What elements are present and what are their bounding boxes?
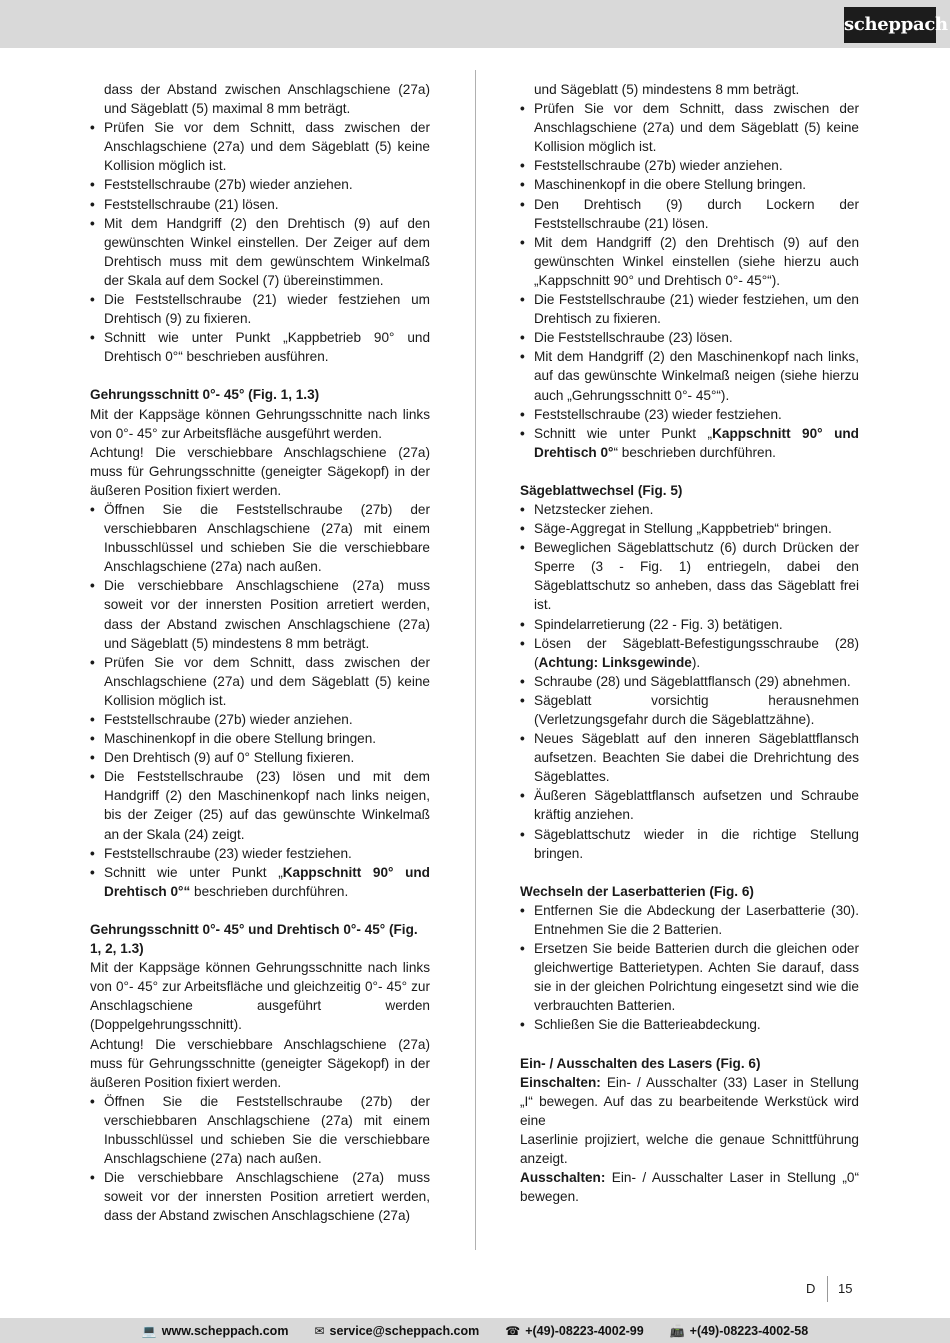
- text: Die verschiebbare Anschlagschiene (27a) muss soweit vor der innersten Position arretiert werden, dass der Abstand zwischen Anschlagschiene (27a) und Sägeblatt (5) mindestens 8 mm beträgt.: [104, 578, 430, 651]
- text: Mit der Kappsäge können Gehrungsschnitte nach links von 0°- 45° zur Arbeitsfläche ausgeführt werden.: [90, 406, 430, 441]
- bullet-icon: •: [90, 864, 95, 880]
- bullet-icon: •: [520, 902, 525, 918]
- section-heading: Gehrungsschnitt 0°- 45° und Drehtisch 0°- 45° (Fig. 1, 2, 1.3): [90, 921, 418, 957]
- list-item: [520, 405, 859, 424]
- list-item-continuation: [90, 80, 430, 118]
- text: Ein- / Ausschalter (33) Laser in Stellung „I“ bewegen. Auf das zu bearbeitende Werkstück wird eine: [520, 1074, 859, 1128]
- text: Feststellschraube (27b) wieder anziehen.: [534, 158, 783, 174]
- list-item: [90, 748, 430, 767]
- bullet-icon: •: [520, 616, 525, 632]
- text: Mit dem Handgriff (2) den Maschinenkopf nach links, auf das gewünschte Winkelmaß neigen (siehe hierzu auch „Gehrungsschnitt 0°- 45°“).: [534, 349, 859, 403]
- text: Ersetzen Sie beide Batterien durch die gleichen oder gleichwertige Batterietypen. Achten Sie darauf, dass sie in der gleichen Polrichtung eingesetzt sind wie die verbrauchten Batterien.: [534, 941, 859, 1014]
- bullet-icon: •: [90, 177, 95, 193]
- list-item: [520, 1015, 859, 1034]
- list-item: [520, 691, 859, 729]
- text: Spindelarretierung (22 - Fig. 3) betätigen.: [534, 616, 783, 632]
- list-item: [520, 901, 859, 939]
- text: Laserlinie projiziert, welche die genaue Schnittführung anzeigt.: [520, 1131, 859, 1166]
- contact-list: [0, 1318, 950, 1343]
- list-item: [520, 519, 859, 538]
- bullet-icon: •: [520, 826, 525, 842]
- bullet-icon: •: [520, 101, 525, 117]
- text: Öffnen Sie die Feststellschraube (27b) der verschiebbaren Anschlagschiene (27a) mit einem Inbusschlüssel und schieben Sie die verschiebbare Anschlagschiene (27a) nach außen.: [104, 501, 430, 575]
- paragraph: [90, 405, 430, 443]
- text: Den Drehtisch (9) auf 0° Stellung fixieren.: [104, 750, 355, 766]
- bullet-icon: •: [90, 845, 95, 861]
- paragraph: [520, 1168, 859, 1206]
- text: Die verschiebbare Anschlagschiene (27a) muss soweit vor der innersten Position arretiert werden, dass der Abstand zwischen Anschlagschiene (27a): [104, 1170, 430, 1224]
- section-heading: Ein- / Ausschalten des Lasers (Fig. 6): [520, 1055, 761, 1071]
- contact-text: service@scheppach.com: [329, 1323, 480, 1338]
- list-item: [520, 939, 859, 1015]
- text: Mit dem Handgriff (2) den Drehtisch (9) auf den gewünschten Winkel einstellen. Der Zeiger auf dem Drehtisch muss mit dem gewünschtem Winkelmaß der Skala auf dem Sockel (7) übereinstimmen.: [104, 215, 430, 288]
- bullet-icon: •: [520, 234, 525, 250]
- bullet-icon: •: [520, 196, 525, 212]
- bullet-icon: •: [520, 292, 525, 308]
- text: Die Feststellschraube (21) wieder festziehen, um den Drehtisch zu fixieren.: [534, 292, 859, 327]
- text: Äußeren Sägeblattflansch aufsetzen und Schraube kräftig anziehen.: [534, 788, 859, 823]
- list-item: [520, 233, 859, 290]
- bullet-icon: •: [90, 501, 95, 517]
- text: Prüfen Sie vor dem Schnitt, dass zwischen der Anschlagschiene (27a) und dem Sägeblatt (5) keine Kollision möglich ist.: [534, 101, 859, 155]
- text: Mit der Kappsäge können Gehrungsschnitte nach links von 0°- 45° zur Arbeitsfläche und gleichzeitig 0°- 45° zur Anschlagschiene ausgeführt werden (Doppelgehrungsschnitt).: [90, 960, 430, 1033]
- bullet-icon: •: [90, 330, 95, 346]
- bold-text: Kappschnitt 90° und Drehtisch 0°: [534, 425, 859, 460]
- list-item: [520, 825, 859, 863]
- list-item: [520, 195, 859, 233]
- list-item: [90, 729, 430, 748]
- list-item: [90, 710, 430, 729]
- text: Ein- / Ausschalter Laser in Stellung „0“ bewegen.: [520, 1170, 859, 1205]
- text: Sägeblatt vorsichtig herausnehmen (Verletzungsgefahr durch die Sägeblattzähne).: [534, 692, 859, 727]
- list-item: [90, 1168, 430, 1225]
- bullet-icon: •: [520, 330, 525, 346]
- page-number: 15: [838, 1281, 853, 1296]
- computer-icon: 💻: [141, 1323, 157, 1338]
- text: dass der Abstand zwischen Anschlagschiene (27a) und Sägeblatt (5) maximal 8 mm beträgt.: [104, 82, 430, 117]
- text: Beweglichen Sägeblattschutz (6) durch Drücken der Sperre (3 - Fig. 1) entriegeln, dabei den Sägeblattschutz so anheben, dass das Sägeblatt frei ist.: [534, 540, 859, 613]
- list-item: [520, 615, 859, 634]
- list-item: [90, 175, 430, 194]
- bold-text: Kappschnitt 90° und Drehtisch 0°“: [104, 864, 430, 899]
- text: Schnitt wie unter Punkt „: [534, 425, 713, 441]
- text: Achtung! Die verschiebbare Anschlagschiene (27a) muss für Gehrungsschnitte (geneigter Sägekopf) in der äußeren Position fixiert werden.: [90, 444, 430, 498]
- text: ).: [691, 654, 701, 670]
- list-item: [90, 767, 430, 843]
- list-item: [520, 424, 859, 462]
- bullet-icon: •: [90, 196, 95, 212]
- bullet-icon: •: [520, 1017, 525, 1033]
- bold-text: Einschalten:: [520, 1074, 601, 1090]
- paragraph: [90, 443, 430, 500]
- text: Den Drehtisch (9) durch Lockern der Feststellschraube (21) lösen.: [534, 196, 859, 231]
- list-item: [90, 214, 430, 290]
- bullet-icon: •: [520, 501, 525, 517]
- left-column: [90, 80, 430, 1225]
- text: Die Feststellschraube (21) wieder festziehen um Drehtisch (9) zu fixieren.: [104, 292, 430, 327]
- paragraph: [520, 1130, 859, 1168]
- list-item: [520, 538, 859, 614]
- text: beschrieben durchführen.: [190, 883, 349, 899]
- bullet-icon: •: [520, 177, 525, 193]
- contact-text: +(49)-08223-4002-58: [689, 1323, 809, 1338]
- text: Schließen Sie die Batterieabdeckung.: [534, 1017, 761, 1033]
- bullet-icon: •: [520, 406, 525, 422]
- text: Schnitt wie unter Punkt „Kappbetrieb 90° und Drehtisch 0°“ beschrieben ausführen.: [104, 330, 430, 365]
- bullet-icon: •: [520, 731, 525, 747]
- footer-separator: [827, 1276, 828, 1302]
- brand-logo: scheppach: [844, 7, 936, 43]
- text: Die Feststellschraube (23) lösen.: [534, 330, 733, 346]
- bullet-icon: •: [520, 158, 525, 174]
- bullet-icon: •: [90, 769, 95, 785]
- contact-text: +(49)-08223-4002-99: [525, 1323, 644, 1338]
- list-item: [90, 290, 430, 328]
- text: “ beschrieben durchführen.: [613, 444, 776, 460]
- text: Schraube (28) und Sägeblattflansch (29) abnehmen.: [534, 673, 851, 689]
- bullet-icon: •: [90, 215, 95, 231]
- list-item: [520, 347, 859, 404]
- bullet-icon: •: [520, 788, 525, 804]
- bullet-icon: •: [520, 540, 525, 556]
- section-gap: [520, 1035, 859, 1054]
- list-item: [520, 290, 859, 328]
- bullet-icon: •: [90, 1170, 95, 1186]
- text: Entfernen Sie die Abdeckung der Laserbatterie (30). Entnehmen Sie die 2 Batterien.: [534, 902, 859, 937]
- list-item: [520, 328, 859, 347]
- bullet-icon: •: [520, 349, 525, 365]
- list-item: [520, 500, 859, 519]
- right-column: [520, 80, 859, 1206]
- text: Maschinenkopf in die obere Stellung bringen.: [104, 731, 377, 747]
- paragraph: [520, 1073, 859, 1130]
- paragraph: [90, 1035, 430, 1092]
- text: Achtung! Die verschiebbare Anschlagschiene (27a) muss für Gehrungsschnitte (geneigter Sägekopf) in der äußeren Position fixiert werden.: [90, 1036, 430, 1090]
- list-item: [520, 786, 859, 824]
- text: Prüfen Sie vor dem Schnitt, dass zwischen der Anschlagschiene (27a) und dem Sägeblatt (5) keine Kollision möglich ist.: [104, 654, 430, 708]
- list-item: [520, 634, 859, 672]
- mail-icon: ✉: [314, 1323, 325, 1338]
- list-item: [90, 1092, 430, 1168]
- bullet-icon: •: [90, 120, 95, 136]
- text: Netzstecker ziehen.: [534, 501, 654, 517]
- section-gap: [520, 863, 859, 882]
- list-item: [90, 653, 430, 710]
- text: Lösen der Sägeblatt-Befestigungsschraube (28) (: [534, 635, 859, 670]
- language-code: D: [806, 1281, 816, 1296]
- section-gap: [520, 462, 859, 481]
- bullet-icon: •: [520, 635, 525, 651]
- section-heading: Sägeblattwechsel (Fig. 5): [520, 482, 683, 498]
- list-item: [90, 863, 430, 901]
- list-item: [90, 500, 430, 576]
- bullet-icon: •: [90, 750, 95, 766]
- bullet-icon: •: [520, 941, 525, 957]
- text: Prüfen Sie vor dem Schnitt, dass zwischen der Anschlagschiene (27a) und dem Sägeblatt (5) keine Kollision möglich ist.: [104, 120, 430, 174]
- text: Öffnen Sie die Feststellschraube (27b) der verschiebbaren Anschlagschiene (27a) mit einem Inbusschlüssel und schieben Sie die verschiebbare Anschlagschiene (27a) nach außen.: [104, 1093, 430, 1167]
- text: Feststellschraube (27b) wieder anziehen.: [104, 177, 353, 193]
- bullet-icon: •: [520, 425, 525, 441]
- bold-text: Achtung: Linksgewinde: [538, 654, 692, 670]
- section-heading: Wechseln der Laserbatterien (Fig. 6): [520, 883, 754, 899]
- text: Maschinenkopf in die obere Stellung bringen.: [534, 177, 807, 193]
- fax-icon: 📠: [669, 1323, 685, 1338]
- list-item: [520, 175, 859, 194]
- bullet-icon: •: [520, 673, 525, 689]
- contact-item: [670, 1324, 808, 1338]
- section-gap: [90, 901, 430, 920]
- text: Mit dem Handgriff (2) den Drehtisch (9) auf den gewünschten Winkel einstellen (siehe hierzu auch „Kappschnitt 90° und Drehtisch 0°- 45°“).: [534, 234, 859, 288]
- bullet-icon: •: [90, 712, 95, 727]
- text: Feststellschraube (23) wieder festziehen.: [104, 845, 352, 861]
- bullet-icon: •: [90, 654, 95, 670]
- text: Feststellschraube (21) lösen.: [104, 196, 279, 212]
- contact-item: [505, 1324, 643, 1338]
- footer-bar: [0, 1318, 950, 1343]
- list-item: [90, 576, 430, 652]
- paragraph: [90, 958, 430, 1034]
- column-divider: [475, 70, 476, 1250]
- bullet-icon: •: [520, 521, 525, 537]
- bold-text: Ausschalten:: [520, 1170, 606, 1186]
- list-item: [90, 844, 430, 863]
- text: Schnitt wie unter Punkt „: [104, 864, 283, 880]
- text: Sägeblattschutz wieder in die richtige Stellung bringen.: [534, 826, 859, 861]
- text: Die Feststellschraube (23) lösen und mit dem Handgriff (2) den Maschinenkopf nach links neigen, bis der Zeiger (25) auf das gewünschte Winkelmaß an der Skala (24) zeigt.: [104, 769, 430, 842]
- list-item: [520, 156, 859, 175]
- list-item: [520, 99, 859, 156]
- text: Feststellschraube (23) wieder festziehen.: [534, 406, 782, 422]
- contact-item: [314, 1324, 479, 1338]
- bullet-icon: •: [90, 578, 95, 594]
- section-gap: [90, 366, 430, 385]
- contact-item: [142, 1324, 289, 1338]
- list-item: [90, 118, 430, 175]
- list-item: [90, 195, 430, 214]
- bullet-icon: •: [90, 731, 95, 747]
- contact-text: www.scheppach.com: [161, 1323, 289, 1338]
- list-item: [520, 672, 859, 691]
- phone-icon: ☎: [505, 1323, 521, 1338]
- text: Neues Sägeblatt auf den inneren Sägeblattflansch aufsetzen. Beachten Sie dabei die Drehrichtung des Sägeblattes.: [534, 731, 859, 785]
- list-item: [520, 729, 859, 786]
- header-bar: [0, 0, 950, 48]
- list-item: [90, 328, 430, 366]
- text: Feststellschraube (27b) wieder anziehen.: [104, 712, 353, 727]
- text: und Sägeblatt (5) mindestens 8 mm beträgt.: [534, 82, 800, 97]
- bullet-icon: •: [520, 692, 525, 708]
- list-item-continuation: [520, 80, 859, 99]
- section-heading: Gehrungsschnitt 0°- 45° (Fig. 1, 1.3): [90, 387, 320, 403]
- bullet-icon: •: [90, 292, 95, 308]
- bullet-icon: •: [90, 1093, 95, 1109]
- text: Säge-Aggregat in Stellung „Kappbetrieb“ bringen.: [534, 521, 832, 537]
